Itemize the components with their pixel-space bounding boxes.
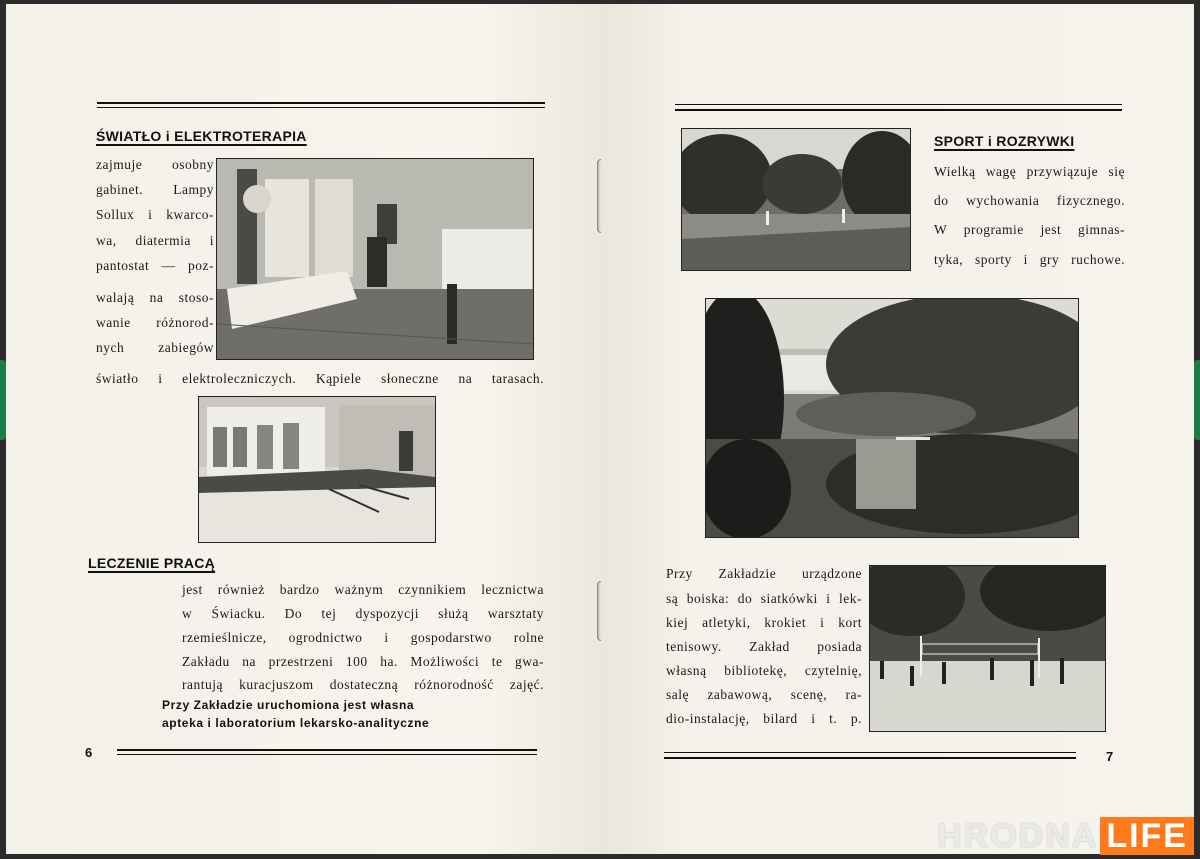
text-line: do wychowania fizycznego. xyxy=(934,193,1125,208)
text-line: Zakładu na przestrzeni 100 ha. Możliwości te gwa- xyxy=(182,654,544,669)
site-watermark xyxy=(935,817,1194,855)
bottom-rule-left-thin xyxy=(117,754,537,755)
text-line: dio-instalację, bilard i t. p. xyxy=(666,711,862,726)
photo-terrace-illustration xyxy=(199,397,435,542)
text-line: W programie jest gimnas- xyxy=(934,222,1125,237)
photo-volleyball-court xyxy=(869,565,1106,732)
top-rule-left-thin xyxy=(97,107,545,108)
page-number-left: 6 xyxy=(85,745,93,760)
text-line: rantują kuracjuszom dostateczną różnorodność zajęć. xyxy=(182,677,544,692)
text-line-full: światło i elektroleczniczych. Kąpiele słoneczne na tarasach. xyxy=(96,371,544,386)
note-line-2: apteka i laboratorium lekarsko-analityczne xyxy=(162,716,430,730)
note-line-1: Przy Zakładzie uruchomiona jest własna xyxy=(162,698,415,712)
text-line: jest również bardzo ważnym czynnikiem lecznictwa xyxy=(182,582,544,597)
photo-sun-terrace xyxy=(198,396,436,543)
text-line: Przy Zakładzie urządzone xyxy=(666,566,862,581)
booklet-spread xyxy=(6,4,1194,854)
photo-sports-field xyxy=(681,128,911,271)
page-edge-right xyxy=(1194,360,1200,440)
text-line: zajmuje osobny xyxy=(96,157,214,172)
photo-field-illustration xyxy=(682,129,910,270)
right-page xyxy=(601,4,1194,854)
text-line: Sollux i kwarco- xyxy=(96,207,214,222)
bottom-rule-right xyxy=(664,757,1076,759)
text-line: tenisowy. Zakład posiada xyxy=(666,639,862,654)
watermark-text-hrodna: HRODNA xyxy=(937,817,1099,855)
photo-electrotherapy-illustration xyxy=(217,159,533,359)
text-line: wa, diatermia i xyxy=(96,233,214,248)
photo-volleyball-illustration xyxy=(870,566,1105,731)
text-line: nych zabiegów xyxy=(96,340,214,355)
text-line: pantostat — poz- xyxy=(96,258,214,273)
left-page xyxy=(6,4,601,854)
text-line: są boiska: do siatkówki i lek- xyxy=(666,591,862,606)
top-rule-left xyxy=(97,102,545,104)
top-rule-right xyxy=(675,109,1122,111)
text-line: gabinet. Lampy xyxy=(96,182,214,197)
watermark-text-life: LIFE xyxy=(1100,817,1194,855)
text-line: rzemieślnicze, ogrodnictwo i gospodarstwo rolne xyxy=(182,630,544,645)
text-line: wanie różnorod- xyxy=(96,315,214,330)
text-line: w Świacku. Do tej dyspozycji służą warsztaty xyxy=(182,606,544,621)
photo-electrotherapy-room xyxy=(216,158,534,360)
text-line: Wielką wagę przywiązuje się xyxy=(934,164,1125,179)
bottom-rule-left xyxy=(117,749,537,751)
photo-pond-illustration xyxy=(706,299,1078,537)
bottom-rule-right-thin xyxy=(664,752,1076,753)
text-line: salę zabawową, scenę, ra- xyxy=(666,687,862,702)
heading-work-therapy: LECZENIE PRACĄ xyxy=(88,555,216,571)
top-rule-right-thin xyxy=(675,104,1122,105)
heading-sport: SPORT i ROZRYWKI xyxy=(934,133,1075,149)
text-line: walają na stoso- xyxy=(96,290,214,305)
text-line: własną bibliotekę, czytelnię, xyxy=(666,663,862,678)
text-line: tyka, sporty i gry ruchowe. xyxy=(934,252,1125,267)
page-number-right: 7 xyxy=(1106,749,1114,764)
photo-pond-manor xyxy=(705,298,1079,538)
heading-light-therapy: ŚWIATŁO i ELEKTROTERAPIA xyxy=(96,128,307,144)
text-line: kiej atletyki, krokiet i kort xyxy=(666,615,862,630)
